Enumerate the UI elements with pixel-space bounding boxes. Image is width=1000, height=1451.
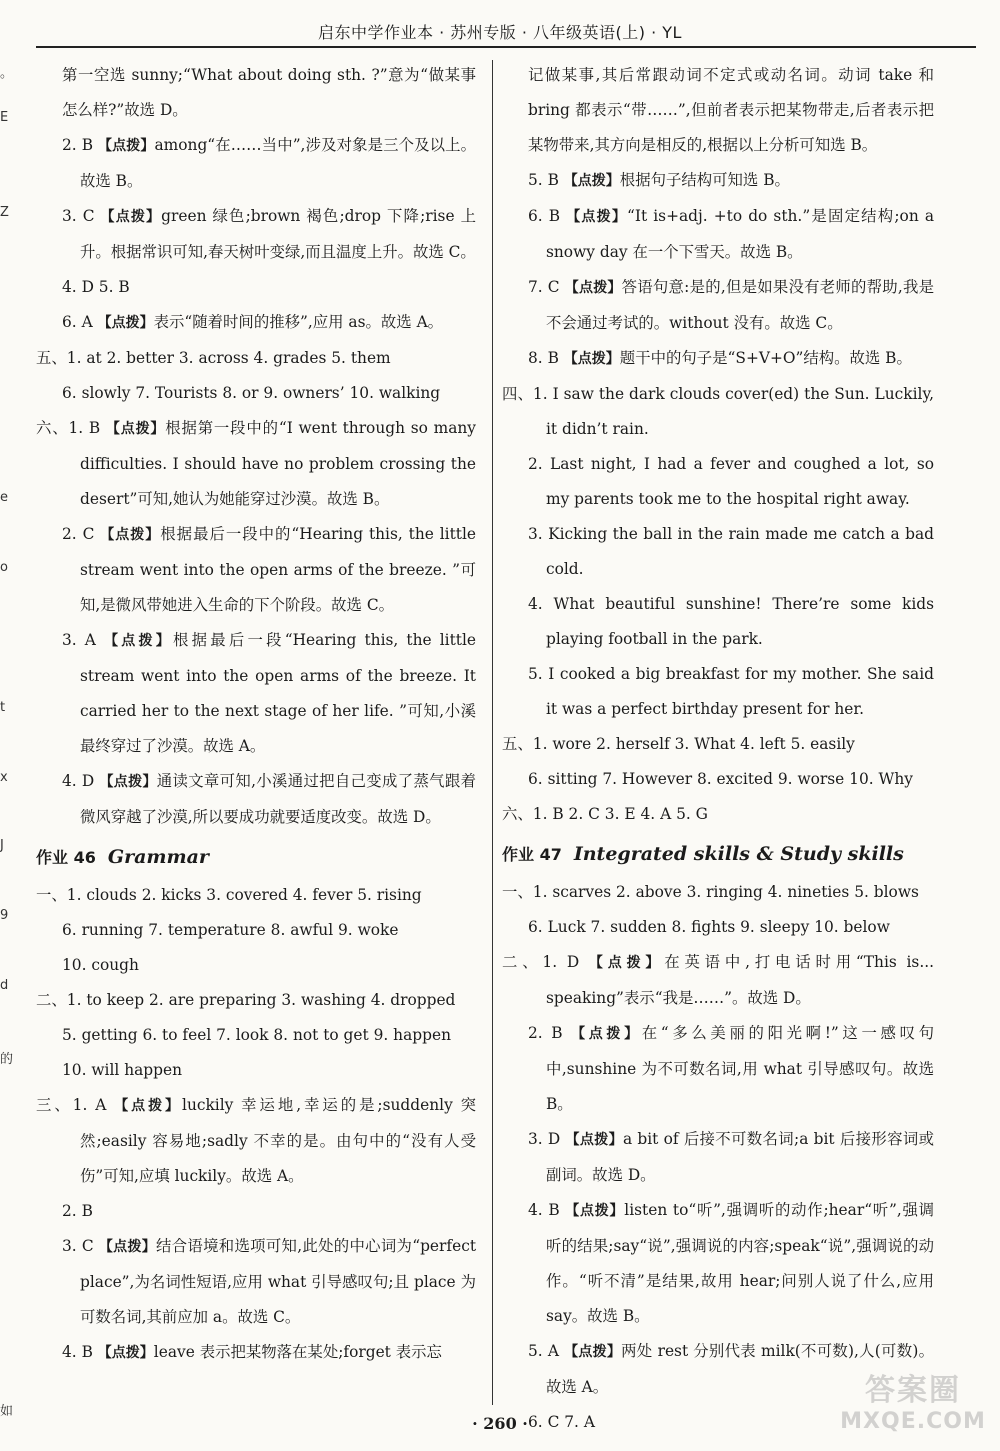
- hint-tag: 【点拨】: [105, 421, 166, 437]
- answer-number: 2. B: [528, 1024, 563, 1042]
- left-column: [36, 58, 476, 1371]
- answer-number: 六、1. B: [36, 419, 101, 437]
- hint-tag: 【点拨】: [571, 1026, 642, 1042]
- answer-number: 2. B: [62, 136, 94, 154]
- homework-label: 作业 46: [36, 848, 96, 867]
- answer-line: 6. C 7. A: [528, 1413, 595, 1431]
- margin-mark: 如: [0, 1404, 14, 1419]
- answer-item: [502, 199, 934, 270]
- section-title: Grammar: [107, 846, 209, 868]
- answer-number: 3. C: [62, 1237, 94, 1255]
- hint-tag: 【点拨】: [563, 351, 620, 367]
- answer-explanation: a bit of 后接不可数名词;a bit 后接形容词或副词。故选 D。: [546, 1130, 934, 1184]
- answer-item: [502, 270, 934, 341]
- answer-number: 6. A: [62, 313, 93, 331]
- answer-item: [36, 305, 476, 341]
- answer-number: 3. A: [62, 631, 96, 649]
- answer-explanation: 根据最后一段中的“Hearing this, the little stream went into the open arms of the breeze. ”可知,是微风带她进入生命的下个阶段。故选 C。: [80, 525, 476, 614]
- hint-tag: 【点拨】: [588, 955, 665, 971]
- hint-tag: 【点拨】: [100, 527, 161, 543]
- answer-item: [36, 623, 476, 764]
- answer-explanation: 题干中的句子是“S+V+O”结构。故选 B。: [619, 349, 912, 367]
- margin-mark: Z: [0, 205, 9, 220]
- hint-tag: 【点拨】: [563, 173, 620, 189]
- answer-explanation: 根据最后一段“Hearing this, the little stream went into the open arms of the breeze. It carried her to the next stage of her life. ”可知,小溪最终穿过了沙漠。故选 A。: [80, 631, 476, 755]
- answer-number: 5. A: [528, 1342, 559, 1360]
- watermark-logo: [838, 1372, 988, 1442]
- answer-item: [502, 1016, 934, 1122]
- section-heading-47: [502, 836, 934, 873]
- margin-mark: E: [0, 110, 9, 125]
- hint-tag: 【点拨】: [99, 774, 157, 790]
- margin-mark: 的: [0, 1052, 14, 1067]
- header-rule: [36, 46, 976, 48]
- answer-number: 5. B: [528, 171, 559, 189]
- answer-line: 6. sitting 7. However 8. excited 9. worse 10. Why: [528, 770, 913, 788]
- margin-mark: 。: [0, 66, 14, 81]
- hint-tag: 【点拨】: [565, 1203, 625, 1219]
- answer-item: [502, 1193, 934, 1334]
- hint-tag: 【点拨】: [97, 1345, 154, 1361]
- margin-mark: J: [0, 838, 4, 853]
- answer-text: 第一空选 sunny;“What about doing sth. ?”意为“做某事怎么样?”故选 D。: [62, 66, 476, 119]
- answer-explanation: leave 表示把某物落在某处;forget 表示忘: [153, 1343, 442, 1361]
- section-heading-46: [36, 839, 476, 876]
- answer-explanation: 在英语中,打电话时用“This is... speaking”表示“我是……”。故选 D。: [546, 953, 934, 1007]
- answer-number: 4. B: [62, 1343, 93, 1361]
- answer-number: 4. B: [528, 1201, 560, 1219]
- answer-line: 2. B: [62, 1202, 93, 1220]
- answer-explanation: 根据句子结构可知选 B。: [619, 171, 790, 189]
- answer-explanation: among“在……当中”,涉及对象是三个及以上。故选 B。: [80, 136, 477, 190]
- answer-explanation: 根据第一段中的“I went through so many difficulties. I should have no problem crossing the desert”可知,她认为她能穿过沙漠。故选 B。: [80, 419, 476, 508]
- answer-item: [36, 411, 476, 517]
- answer-item: [36, 517, 476, 623]
- answer-item: [36, 1229, 476, 1335]
- answer-number: 3. C: [62, 207, 95, 225]
- answer-item: [502, 945, 934, 1016]
- answer-number: 2. C: [62, 525, 95, 543]
- answer-explanation: “It is+adj. +to do sth.”是固定结构;on a snowy day 在一个下雪天。故选 B。: [546, 207, 935, 261]
- answer-number: 二、1. D: [502, 953, 580, 971]
- answer-item: [502, 341, 934, 377]
- answer-item: [36, 199, 476, 270]
- answer-text: 记做某事,其后常跟动词不定式或动名词。动词 take 和 bring 都表示“带……”,但前者表示把某物带走,后者表示把某物带来,其方向是相反的,根据以上分析可知选 B。: [528, 66, 934, 154]
- answer-item: [36, 128, 476, 199]
- answer-line: 四、1. I saw the dark clouds cover(ed) the Sun. Luckily, it didn’t rain.: [502, 385, 934, 438]
- answer-explanation: green 绿色;brown 褐色;drop 下降;rise 上升。根据常识可知,春天树叶变绿,而且温度上升。故选 C。: [80, 207, 476, 261]
- hint-tag: 【点拨】: [565, 1132, 623, 1148]
- answer-explanation: listen to“听”,强调听的动作;hear“听”,强调听的结果;say“说”,强调说的内容;speak“说”,强调说的动作。“听不清”是结果,故用 hear;问别人说了什么,应用 say。故选 B。: [546, 1201, 934, 1325]
- margin-mark: d: [0, 978, 9, 993]
- answer-line: 二、1. to keep 2. are preparing 3. washing 4. dropped: [36, 991, 456, 1009]
- answer-number: 3. D: [528, 1130, 561, 1148]
- answer-explanation: luckily 幸运地,幸运的是;suddenly 突然;easily 容易地;sadly 不幸的是。由句中的“没有人受伤”可知,应填 luckily。故选 A。: [80, 1096, 476, 1185]
- answer-number: 4. D: [62, 772, 95, 790]
- answer-item: [502, 163, 934, 199]
- page-number: · 260 ·: [472, 1414, 528, 1433]
- margin-mark: x: [0, 770, 8, 785]
- hint-tag: 【点拨】: [98, 1239, 157, 1255]
- answer-line: 6. running 7. temperature 8. awful 9. woke: [62, 921, 399, 939]
- answer-number: 三、1. A: [36, 1096, 107, 1114]
- answer-line: 五、1. at 2. better 3. across 4. grades 5. them: [36, 349, 391, 367]
- answer-explanation: 表示“随着时间的推移”,应用 as。故选 A。: [153, 313, 444, 331]
- answer-line: 6. slowly 7. Tourists 8. or 9. owners’ 10. walking: [62, 384, 441, 402]
- answer-line: 5. getting 6. to feel 7. look 8. not to get 9. happen: [62, 1026, 451, 1044]
- answer-number: 6. B: [528, 207, 561, 225]
- hint-tag: 【点拨】: [104, 633, 173, 649]
- watermark-text: 答案圈: [865, 1373, 961, 1408]
- answer-line: 4. D 5. B: [62, 278, 130, 296]
- answer-line: 2. Last night, I had a fever and coughed a lot, so my parents took me to the hospital right away.: [528, 455, 934, 508]
- answer-line: 3. Kicking the ball in the rain made me catch a bad cold.: [528, 525, 934, 578]
- answer-line: 一、1. scarves 2. above 3. ringing 4. nineties 5. blows: [502, 883, 919, 901]
- margin-mark: o: [0, 560, 8, 575]
- answer-line: 10. cough: [62, 956, 139, 974]
- right-column: [502, 58, 934, 1440]
- answer-item: [36, 1088, 476, 1194]
- answer-line: 5. I cooked a big breakfast for my mother. She said it was a perfect birthday present for her.: [528, 665, 934, 718]
- answer-explanation: 答语句意:是的,但是如果没有老师的帮助,我是不会通过考试的。without 没有。故选 C。: [546, 278, 934, 332]
- answer-item: [36, 764, 476, 835]
- hint-tag: 【点拨】: [100, 209, 162, 225]
- answer-number: 7. C: [528, 278, 560, 296]
- answer-number: 8. B: [528, 349, 559, 367]
- hint-tag: 【点拨】: [564, 1344, 622, 1360]
- answer-line: 一、1. clouds 2. kicks 3. covered 4. fever 5. rising: [36, 886, 422, 904]
- homework-label: 作业 47: [502, 845, 562, 864]
- answer-explanation: 两处 rest 分别代表 milk(不可数),人(可数)。故选 A。: [546, 1342, 934, 1396]
- section-title: Integrated skills & Study skills: [573, 843, 904, 865]
- hint-tag: 【点拨】: [114, 1098, 183, 1114]
- margin-mark: e: [0, 490, 8, 505]
- answer-explanation: 在“多么美丽的阳光啊!”这一感叹句中,sunshine 为不可数名词,用 what 引导感叹句。故选 B。: [546, 1024, 935, 1113]
- margin-mark: t: [0, 700, 6, 715]
- answer-line: 五、1. wore 2. herself 3. What 4. left 5. easily: [502, 735, 855, 753]
- answer-item: [502, 1122, 934, 1193]
- hint-tag: 【点拨】: [97, 315, 154, 331]
- answer-item: [36, 1335, 476, 1371]
- answer-line: 六、1. B 2. C 3. E 4. A 5. G: [502, 805, 708, 823]
- answer-line: 6. Luck 7. sudden 8. fights 9. sleepy 10. below: [528, 918, 890, 936]
- watermark-url: MXQE.COM: [840, 1409, 986, 1434]
- hint-tag: 【点拨】: [98, 138, 155, 154]
- answer-line: 10. will happen: [62, 1061, 183, 1079]
- hint-tag: 【点拨】: [564, 280, 622, 296]
- answer-explanation: 结合语境和选项可知,此处的中心词为“perfect place”,为名词性短语,应用 what 引导感叹句;且 place 为可数名词,其前应加 a。故选 C。: [80, 1237, 477, 1326]
- column-divider: [492, 60, 493, 1405]
- hint-tag: 【点拨】: [566, 209, 628, 225]
- margin-mark: 9: [0, 908, 9, 923]
- answer-line: 4. What beautiful sunshine! There’re some kids playing football in the park.: [528, 595, 934, 648]
- answer-explanation: 通读文章可知,小溪通过把自己变成了蒸气跟着微风穿越了沙漠,所以要成功就要适度改变。故选 D。: [80, 772, 476, 826]
- running-header: 启东中学作业本 · 苏州专版 · 八年级英语(上) · YL: [318, 23, 682, 42]
